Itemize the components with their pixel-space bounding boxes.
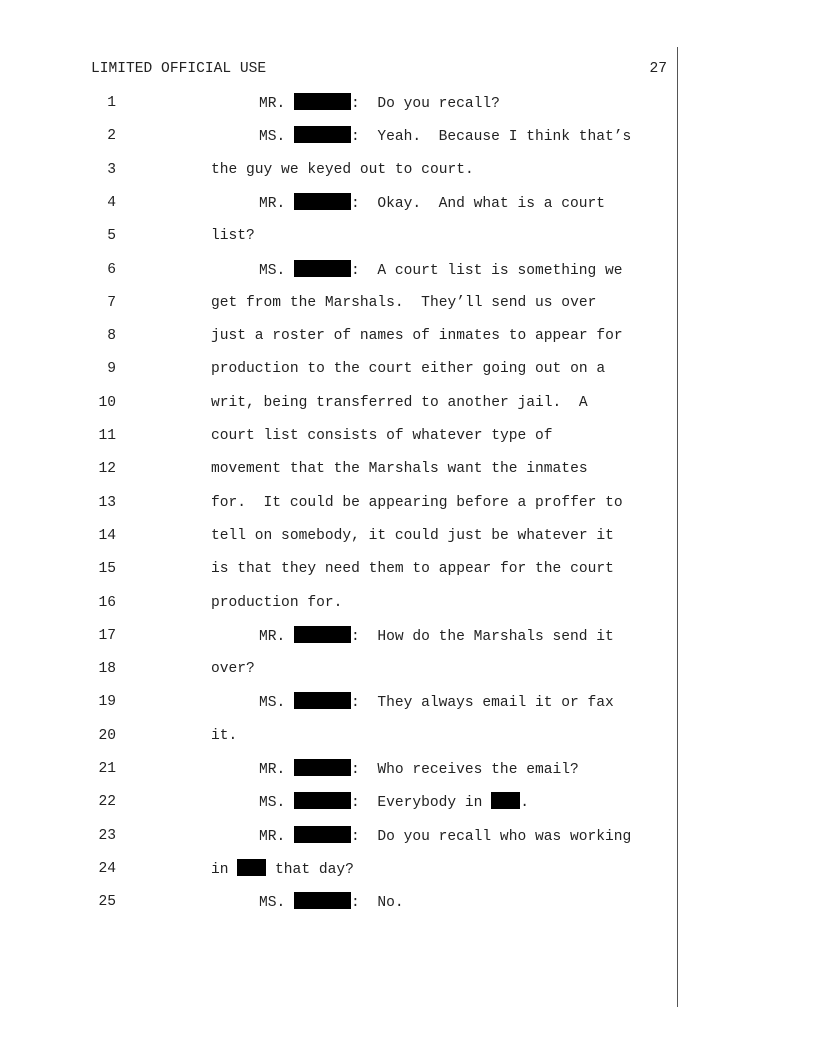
transcript-line <box>0 93 816 113</box>
line-number: 25 <box>98 894 116 910</box>
line-text: over? <box>211 661 255 677</box>
speaker-title: MS. <box>259 129 286 145</box>
speaker-title: MR. <box>259 762 286 778</box>
line-number: 23 <box>98 828 116 844</box>
speaker-title: MR. <box>259 629 286 645</box>
redaction-block <box>294 260 351 277</box>
speaker-title: MR. <box>259 196 286 212</box>
speaker-line: MS. : No. <box>259 892 404 913</box>
line-number: 20 <box>98 728 116 744</box>
transcript-line <box>0 626 816 646</box>
redaction-block <box>294 826 351 843</box>
line-number: 4 <box>107 195 116 211</box>
line-text: for. It could be appearing before a proffer to <box>211 495 623 511</box>
line-number: 8 <box>107 328 116 344</box>
speaker-title: MR. <box>259 96 286 112</box>
continuation-line <box>211 526 614 546</box>
continuation-line <box>211 226 255 246</box>
continuation-line <box>211 359 605 379</box>
line-number: 2 <box>107 128 116 144</box>
speaker-line: MS. : A court list is something we <box>259 260 623 281</box>
line-text: is that they need them to appear for the court <box>211 561 614 577</box>
speaker-line: MR. : Do you recall? <box>259 93 500 114</box>
speaker-line: MR. : Okay. And what is a court <box>259 193 605 214</box>
line-number: 24 <box>98 861 116 877</box>
redaction-block <box>294 126 351 143</box>
transcript-line <box>0 426 816 446</box>
line-text: list? <box>211 228 255 244</box>
line-text: Do you recall who was working <box>377 829 632 845</box>
speaker-title: MS. <box>259 695 286 711</box>
speaker-line: MR. : Do you recall who was working <box>259 826 631 847</box>
line-number: 17 <box>98 628 116 644</box>
transcript-line <box>0 193 816 213</box>
redaction-block <box>294 759 351 776</box>
redaction-block <box>237 859 266 876</box>
speaker-line: MR. : How do the Marshals send it <box>259 626 614 647</box>
line-number: 10 <box>98 395 116 411</box>
line-text: writ, being transferred to another jail. A <box>211 395 588 411</box>
redaction-block <box>294 892 351 909</box>
continuation-line <box>211 326 623 346</box>
line-number: 19 <box>98 694 116 710</box>
line-number: 11 <box>98 428 116 444</box>
line-number: 3 <box>107 162 116 178</box>
line-text: . <box>520 795 529 811</box>
speaker-line: MS. : Everybody in . <box>259 792 529 813</box>
speaker-title: MS. <box>259 263 286 279</box>
line-text: How do the Marshals send it <box>377 629 614 645</box>
continuation-line <box>211 493 623 513</box>
line-number: 5 <box>107 228 116 244</box>
line-number: 6 <box>107 262 116 278</box>
transcript-line <box>0 493 816 513</box>
transcript-line <box>0 126 816 146</box>
line-text: production for. <box>211 595 343 611</box>
continuation-line <box>211 726 237 746</box>
transcript-line <box>0 726 816 746</box>
line-text: production to the court either going out on a <box>211 361 606 377</box>
transcript-line <box>0 526 816 546</box>
transcript-line <box>0 160 816 180</box>
transcript-line <box>0 359 816 379</box>
continuation-line <box>211 160 474 180</box>
redaction-block <box>294 193 351 210</box>
continuation-line <box>211 659 255 679</box>
speaker-title: MS. <box>259 895 286 911</box>
page-number: 27 <box>649 61 667 77</box>
line-text: tell on somebody, it could just be whatever it <box>211 528 614 544</box>
line-number: 21 <box>98 761 116 777</box>
line-text: the guy we keyed out to court. <box>211 162 474 178</box>
speaker-title: MS. <box>259 795 286 811</box>
line-number: 12 <box>98 461 116 477</box>
classification-header: LIMITED OFFICIAL USE <box>91 61 267 77</box>
line-number: 18 <box>98 661 116 677</box>
transcript-line <box>0 593 816 613</box>
line-number: 7 <box>107 295 116 311</box>
line-text: it. <box>211 728 238 744</box>
transcript-line <box>0 892 816 912</box>
redaction-block <box>294 692 351 709</box>
transcript-line <box>0 393 816 413</box>
redaction-block <box>294 626 351 643</box>
transcript-line <box>0 459 816 479</box>
speaker-line: MR. : Who receives the email? <box>259 759 579 780</box>
redaction-block <box>294 792 351 809</box>
line-text: get from the Marshals. They’ll send us over <box>211 295 597 311</box>
transcript-line <box>0 759 816 779</box>
continuation-line <box>211 426 553 446</box>
line-text: Okay. And what is a court <box>377 196 606 212</box>
transcript-line <box>0 226 816 246</box>
redaction-block <box>294 93 351 110</box>
continuation-line <box>211 393 588 413</box>
line-number: 14 <box>98 528 116 544</box>
transcript-line <box>0 792 816 812</box>
line-text: just a roster of names of inmates to appear for <box>211 328 623 344</box>
continuation-line <box>211 859 354 880</box>
line-number: 22 <box>98 794 116 810</box>
transcript-line <box>0 859 816 879</box>
transcript-line <box>0 559 816 579</box>
line-text: Everybody in <box>377 795 483 811</box>
continuation-line <box>211 459 588 479</box>
line-text: Do you recall? <box>377 96 500 112</box>
line-text: court list consists of whatever type of <box>211 428 553 444</box>
line-text: movement that the Marshals want the inmates <box>211 461 588 477</box>
line-number: 9 <box>107 361 116 377</box>
line-text: in <box>211 862 229 878</box>
continuation-line <box>211 593 342 613</box>
line-text: They always email it or fax <box>377 695 614 711</box>
continuation-line <box>211 293 596 313</box>
line-text: Who receives the email? <box>377 762 579 778</box>
transcript-line <box>0 659 816 679</box>
speaker-line: MS. : They always email it or fax <box>259 692 614 713</box>
transcript-line <box>0 326 816 346</box>
transcript-line <box>0 826 816 846</box>
redaction-block <box>491 792 520 809</box>
line-text: No. <box>377 895 404 911</box>
line-number: 16 <box>98 595 116 611</box>
line-text: Yeah. Because I think that’s <box>377 129 632 145</box>
line-number: 15 <box>98 561 116 577</box>
line-text: that day? <box>275 862 354 878</box>
transcript-line <box>0 260 816 280</box>
transcript-line <box>0 692 816 712</box>
line-text: A court list is something we <box>377 263 623 279</box>
speaker-title: MR. <box>259 829 286 845</box>
line-number: 13 <box>98 495 116 511</box>
speaker-line: MS. : Yeah. Because I think that’s <box>259 126 631 147</box>
continuation-line <box>211 559 614 579</box>
line-number: 1 <box>107 95 116 111</box>
transcript-line <box>0 293 816 313</box>
